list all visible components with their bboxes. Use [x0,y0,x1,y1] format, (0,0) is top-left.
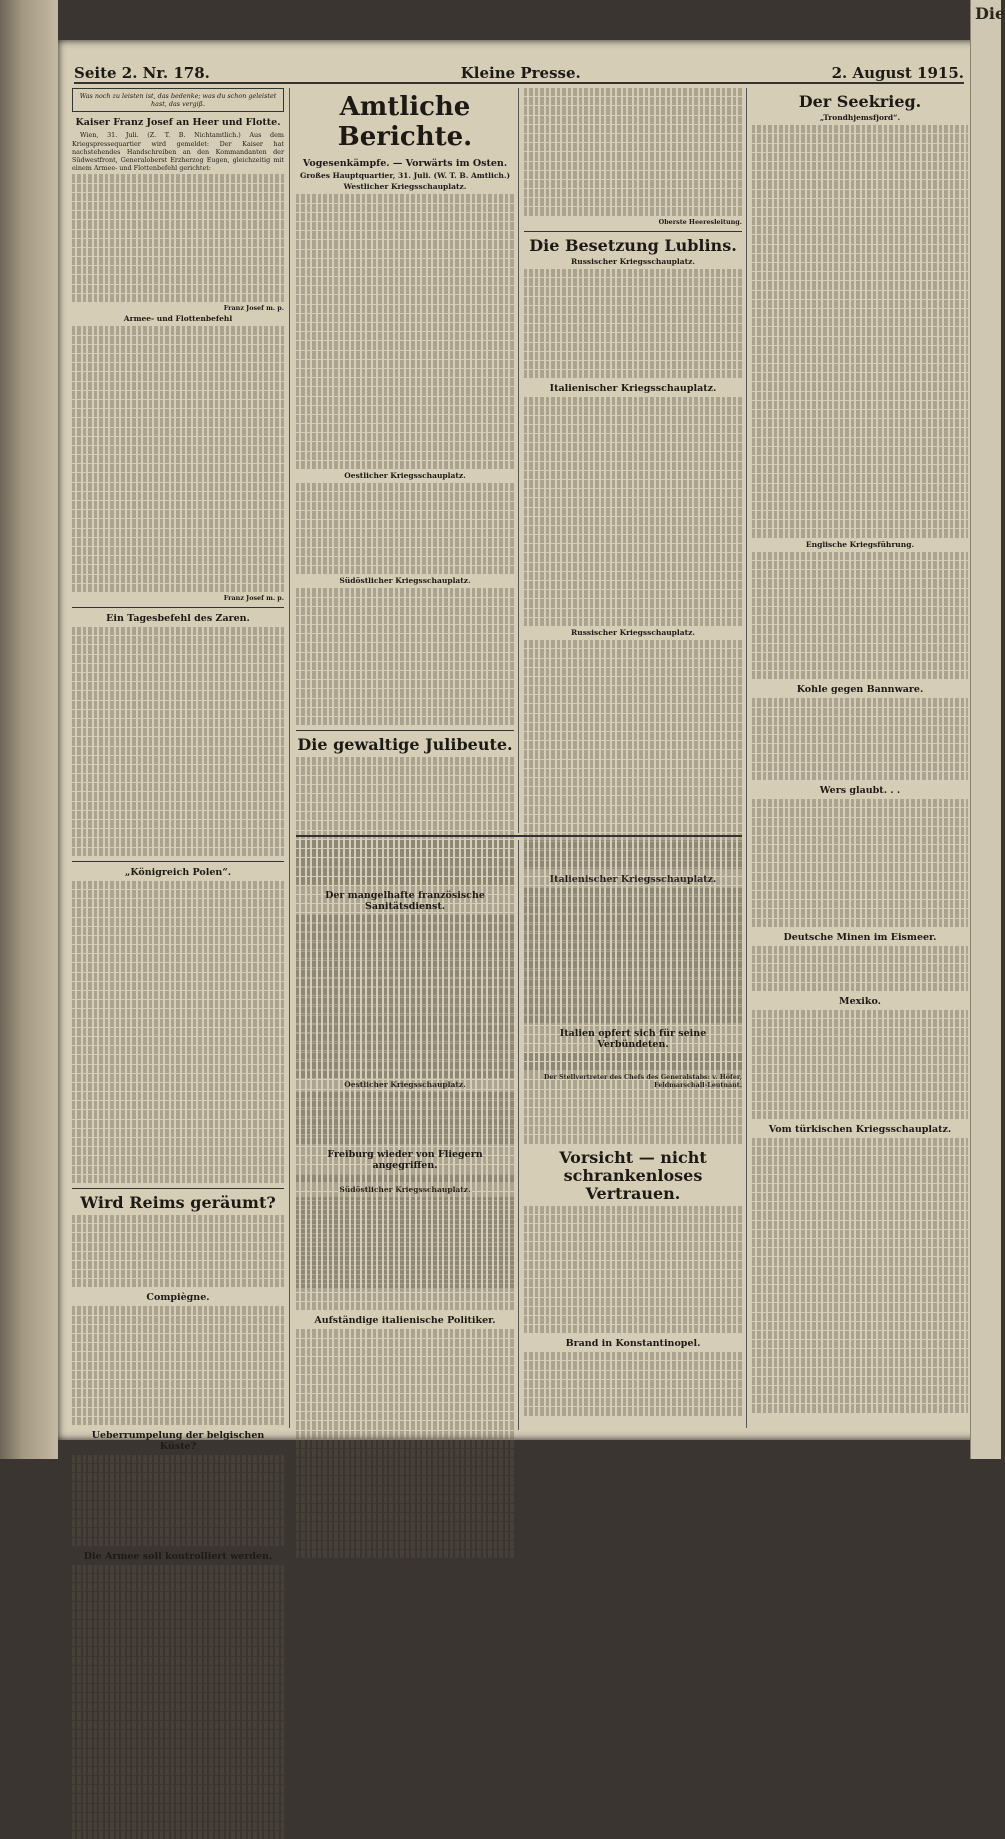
masthead: Kleine Presse. [460,64,581,82]
article-heading: Die Armee soll kontrolliert werden. [83,1550,273,1562]
signature: Franz Josef m. p. [223,304,284,313]
column-4 [752,88,968,1428]
article-heading: Deutsche Minen im Eismeer. [783,931,937,943]
page-header [74,58,964,84]
lower-column-3 [524,840,742,1430]
signature: Oberste Heeresleitung. [658,217,742,226]
article-heading: Ueberrumpelung der belgischen Küste? [91,1429,265,1452]
article-subheading: Oestlicher Kriegsschauplatz. [344,471,466,481]
article-heading: Aufständige italienische Politiker. [314,1315,496,1327]
article-heading: Vorsicht — nicht schrankenloses Vertrauen. [559,1147,707,1203]
article-heading: Brand in Konstantinopel. [565,1338,701,1350]
article-heading: Kaiser Franz Josef an Heer und Flotte. [75,117,281,129]
article-heading: Ein Tagesbefehl des Zaren. [106,613,250,625]
article-subheading: Russischer Kriegsschauplatz. [571,256,695,266]
article-subheading: Südöstlicher Kriegsschauplatz. [339,576,471,586]
lower-column-2 [296,840,514,1430]
column-divider [289,88,290,1428]
article-subheading: Großes Hauptquartier, 31. Juli. (W. T. B. Amtlich.) [299,171,511,180]
article-heading: Der Seekrieg. [798,92,922,111]
article-heading: Italienischer Kriegsschauplatz. [549,873,717,885]
article-heading: Die Besetzung Lublins. [529,235,737,255]
article-heading: Die gewaltige Julibeute. [297,735,513,755]
column-divider [518,88,519,833]
section-divider [296,835,742,837]
article-heading: Wers glaubt. . . [819,785,901,797]
column-divider [746,88,747,1428]
next-page-edge [970,0,1005,1459]
article-text: Wien, 31. Juli. (Z. T. B. Nichtamtlich.) Aus dem Kriegspressequartier wird gemeldet: Der Kaiser hat nachstehendes Handschreiben an den Kommandanten der Südwestfront, Generaloberst Erzherzog Eugen, gleichzeitig mit einem Armee- und Flottenbefehl gerichtet: [72,131,284,173]
section-heading: Amtliche Berichte. [337,92,473,152]
article-heading: Italien opfert sich für seine Verbündeten. [559,1027,707,1050]
article-heading: Vom türkischen Kriegsschauplatz. [768,1123,952,1135]
article-subheading: Südöstlicher Kriegsschauplatz. [339,1184,471,1194]
newspaper-page [58,40,980,1562]
article-subheading: Russischer Kriegsschauplatz. [571,627,695,637]
article-subheading: „Trondhjemsfjord“. [819,113,901,122]
page-date: 2. August 1915. [831,64,964,82]
article-heading: Compiègne. [146,1292,210,1304]
next-page-fragment: Die [975,4,1005,23]
article-heading: Der mangelhafte französische Sanitätsdienst. [325,889,485,912]
article-heading: Freiburg wieder von Fliegern angegriffen. [327,1148,483,1171]
signature: Der Stellvertreter des Chefs des Generalstabs: v. Höfer, Feldmarschall-Leutnant. [543,1072,742,1089]
article-heading: Mexiko. [839,995,881,1007]
column-divider [518,840,519,1430]
page-number: Seite 2. Nr. 178. [74,64,210,82]
signature: Franz Josef m. p. [223,593,284,602]
article-subheading: Englische Kriegsführung. [805,539,915,549]
book-spine [0,0,58,1459]
article-heading: „Königreich Polen“. [124,866,232,878]
article-subheading: Armee- und Flottenbefehl [123,314,233,324]
article-heading: Wird Reims geräumt? [80,1192,276,1212]
article-heading: Vogesenkämpfe. — Vorwärts im Osten. [302,158,508,169]
column-1 [72,88,284,1562]
article-heading: Kohle gegen Bannware. [796,684,924,696]
article-subheading: Westlicher Kriegsschauplatz. [343,182,467,192]
article-subheading: Oestlicher Kriegsschauplatz. [344,1079,466,1089]
article-heading: Italienischer Kriegsschauplatz. [549,383,717,395]
motto-box: Was noch zu leisten ist, das bedenke; was du schon geleistet hast, das vergiß. [72,88,284,112]
